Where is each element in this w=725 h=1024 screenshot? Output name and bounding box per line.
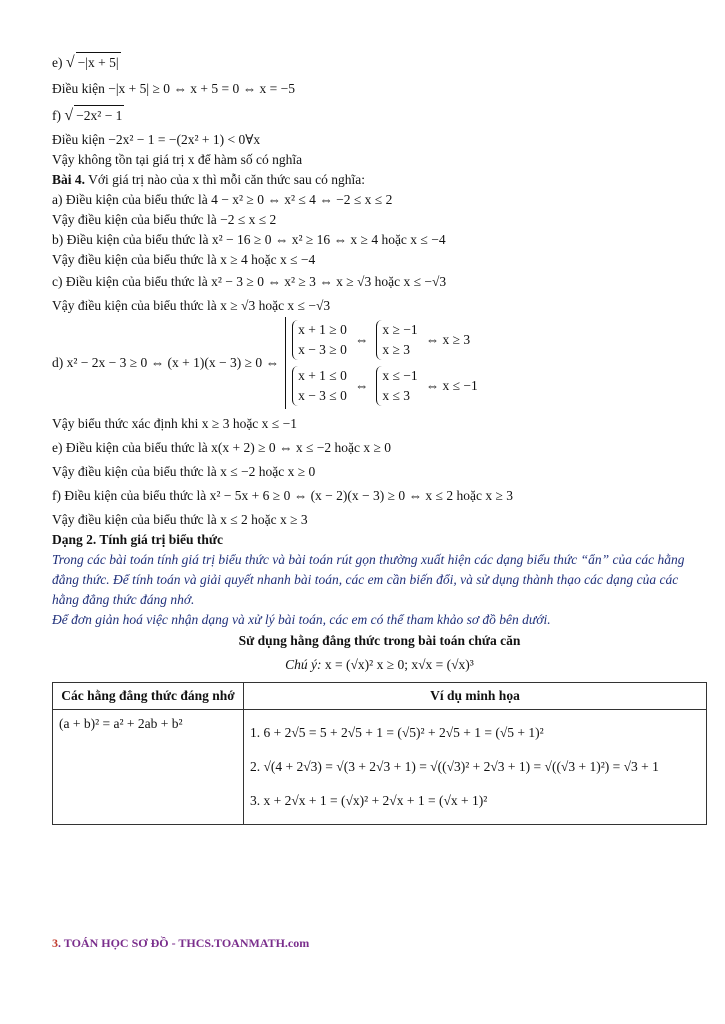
conclusion-line: Vậy không tồn tại giá trị x để hàm số có nghĩa <box>52 152 303 167</box>
example-line: 3. x + 2√x + 1 = (√x)² + 2√x + 1 = (√x + 1)² <box>250 793 488 808</box>
page-footer <box>52 936 309 951</box>
inequality: x + 1 ≥ 0 <box>298 322 347 337</box>
table-header: Các hằng đẳng thức đáng nhớ <box>53 683 244 710</box>
system-brace <box>376 320 417 360</box>
note-label: Chú ý: <box>285 657 322 672</box>
section-paragraph: Để đơn giản hoá việc nhận dạng và xử lý bài toán, các em có thể tham khảo sơ đồ bên dưới. <box>52 612 551 627</box>
conclusion-line: Vậy điều kiện của biểu thức là x ≤ −2 hoặc x ≥ 0 <box>52 464 316 479</box>
equivalence: ⇔ <box>354 378 369 393</box>
system-case-1 <box>292 317 478 363</box>
table-header-row <box>53 683 707 710</box>
item-f <box>52 105 707 126</box>
table-cell <box>244 710 707 825</box>
condition-line: b) Điều kiện của biểu thức là x² − 16 ≥ 0 ⇔ x² ≥ 16 ⇔ x ≥ 4 hoặc x ≤ −4 <box>52 232 446 247</box>
inequality: x ≥ 3 <box>382 342 411 357</box>
section-title: Dạng 2. Tính giá trị biểu thức <box>52 532 224 547</box>
condition-line: Điều kiện −|x + 5| ≥ 0 ⇔ x + 5 = 0 ⇔ x = −5 <box>52 81 295 96</box>
system-d <box>52 316 707 410</box>
system-lead: d) x² − 2x − 3 ≥ 0 ⇔ (x + 1)(x − 3) ≥ 0 ⇔ <box>52 355 280 370</box>
radicand: −2x² − 1 <box>74 105 124 126</box>
exercise-prompt: Với giá trị nào của x thì mỗi căn thức sau có nghĩa: <box>85 172 366 187</box>
table-row <box>53 710 707 825</box>
inequality: x ≥ −1 <box>382 322 418 337</box>
conclusion-line: Vậy biểu thức xác định khi x ≥ 3 hoặc x ≤ −1 <box>52 416 297 431</box>
condition-line: Điều kiện −2x² − 1 = −(2x² + 1) < 0∀x <box>52 132 261 147</box>
condition-line: e) Điều kiện của biểu thức là x(x + 2) ≥ 0 ⇔ x ≤ −2 hoặc x ≥ 0 <box>52 440 392 455</box>
system-brace <box>292 366 347 406</box>
table-cell: (a + b)² = a² + 2ab + b² <box>53 710 244 825</box>
item-label: e) <box>52 55 63 70</box>
inequality: x − 3 ≤ 0 <box>298 388 347 403</box>
conclusion-line: Vậy điều kiện của biểu thức là x ≥ √3 hoặc x ≤ −√3 <box>52 298 331 313</box>
identity-table <box>52 682 707 825</box>
item-label: f) <box>52 108 61 123</box>
note-line <box>52 652 707 678</box>
radicand: −|x + 5| <box>76 52 121 73</box>
inequality: x ≤ −1 <box>382 368 418 383</box>
conclusion-line: Vậy điều kiện của biểu thức là x ≤ 2 hoặc x ≥ 3 <box>52 512 308 527</box>
inequality: x + 1 ≤ 0 <box>298 368 347 383</box>
system-case-2 <box>292 363 478 409</box>
exercise-heading <box>52 170 707 190</box>
example-line: 1. 6 + 2√5 = 5 + 2√5 + 1 = (√5)² + 2√5 + 1 = (√5 + 1)² <box>250 725 544 740</box>
system-brace <box>292 320 347 360</box>
condition-line: c) Điều kiện của biểu thức là x² − 3 ≥ 0 ⇔ x² ≥ 3 ⇔ x ≥ √3 hoặc x ≤ −√3 <box>52 274 447 289</box>
system-brace <box>376 366 417 406</box>
note-expression: x = (√x)² x ≥ 0; x√x = (√x)³ <box>324 657 474 672</box>
conclusion-line: Vậy điều kiện của biểu thức là x ≥ 4 hoặc x ≤ −4 <box>52 252 316 267</box>
system-bracket <box>285 317 478 409</box>
section-heading: Sử dụng hằng đẳng thức trong bài toán chứa căn <box>238 633 521 648</box>
item-e <box>52 52 707 73</box>
equivalence: ⇔ <box>354 332 369 347</box>
inequality: x − 3 ≥ 0 <box>298 342 347 357</box>
radical-sign: √ <box>64 107 74 124</box>
document-page <box>52 52 707 825</box>
conclusion-line: Vậy điều kiện của biểu thức là −2 ≤ x ≤ 2 <box>52 212 277 227</box>
radical-sign: √ <box>65 54 75 71</box>
section-paragraph: Trong các bài toán tính giá trị biểu thức và bài toán rút gọn thường xuất hiện các dạng biểu thức “ẩn” của các hằng đẳng thức. Để tính toán và giải quyết nhanh bài toán, các em cần biến đổi, và sử dụng thành thạo các dạng của các hằng đẳng thức đáng nhớ. <box>52 552 685 607</box>
page-number: 3 <box>52 936 58 950</box>
table-header: Ví dụ minh họa <box>244 683 707 710</box>
inequality: x ≤ 3 <box>382 388 411 403</box>
result: ⇔ x ≥ 3 <box>425 332 471 347</box>
exercise-title: Bài 4. <box>52 172 86 187</box>
example-line: 2. √(4 + 2√3) = √(3 + 2√3 + 1) = √((√3)² + 2√3 + 1) = √((√3 + 1)²) = √3 + 1 <box>250 759 659 774</box>
condition-line: f) Điều kiện của biểu thức là x² − 5x + 6 ≥ 0 ⇔ (x − 2)(x − 3) ≥ 0 ⇔ x ≤ 2 hoặc x ≥ 3 <box>52 488 513 503</box>
result: ⇔ x ≤ −1 <box>425 378 478 393</box>
condition-line: a) Điều kiện của biểu thức là 4 − x² ≥ 0 ⇔ x² ≤ 4 ⇔ −2 ≤ x ≤ 2 <box>52 192 393 207</box>
footer-text: . TOÁN HỌC SƠ ĐỒ - THCS.TOANMATH.com <box>58 936 310 950</box>
